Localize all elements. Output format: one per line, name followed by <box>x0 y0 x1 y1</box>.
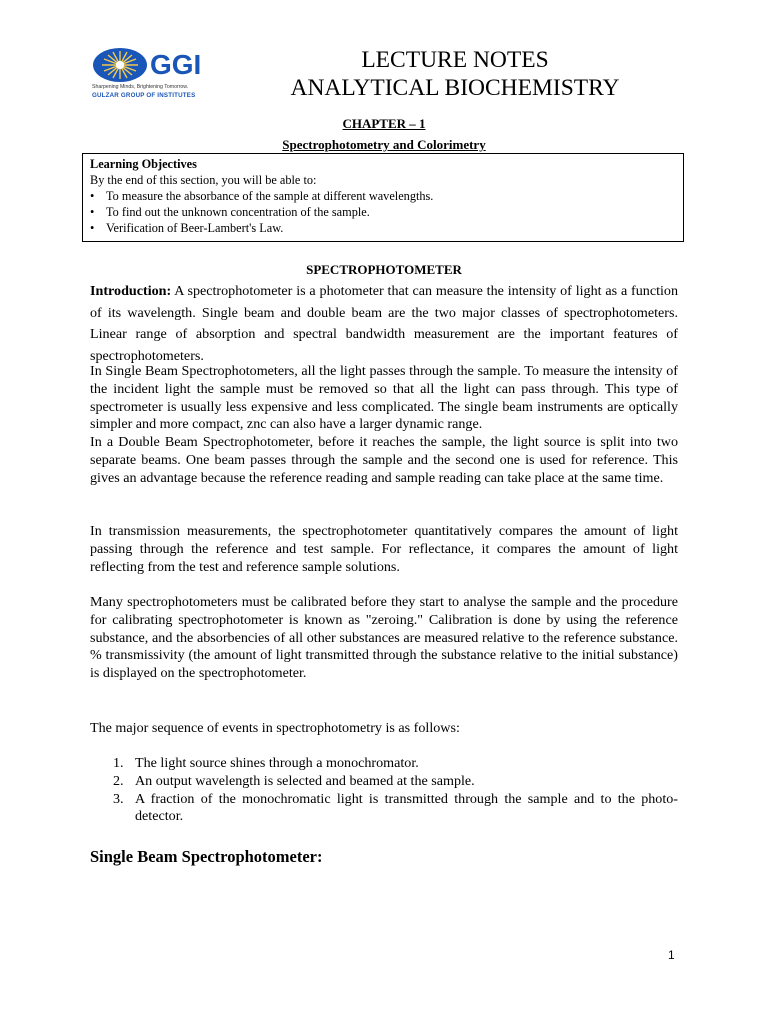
transmission-paragraph: In transmission measurements, the spectrophotometer quantitatively compares the amount of light passing through the reference and test sample. For reflectance, it compares the amount of light reflecting from the test and reference sample solutions. <box>90 523 678 575</box>
sequence-intro-paragraph: The major sequence of events in spectrophotometry is as follows: <box>90 720 460 736</box>
list-number: 2. <box>113 772 124 789</box>
learning-objectives-box <box>82 153 684 242</box>
objective-text: To measure the absorbance of the sample at different wavelengths. <box>106 189 434 203</box>
objectives-heading: Learning Objectives <box>90 157 197 171</box>
objective-item <box>90 188 676 204</box>
bullet-icon: • <box>90 205 95 219</box>
single-beam-paragraph: In Single Beam Spectrophotometers, all the light passes through the sample. To measure the intensity of the incident light the sample must be removed so that all the light can pass through. This type of spectrometer is usually less expensive and less complicated. The single beam instruments are optically simpler and more compact, znc can also have a larger dynamic range. <box>90 363 678 433</box>
institution-logo <box>86 42 224 104</box>
objectives-intro: By the end of this section, you will be able to: <box>90 173 317 187</box>
single-beam-heading: Single Beam Spectrophotometer: <box>90 847 323 866</box>
page-number: 1 <box>668 948 675 962</box>
calibration-paragraph: Many spectrophotometers must be calibrated before they start to analyse the sample and the procedure for calibrating spectrophotometer is known as "zeroing." Calibration is done by using the reference substance, and the absorbencies of all other substances are measured relative to the reference substance. % transmissivity (the amount of light transmitted through the substance relative to the initial substance) is displayed on the spectrophotometer. <box>90 594 678 682</box>
list-number: 3. <box>113 790 124 807</box>
introduction-text: A spectrophotometer is a photometer that can measure the intensity of light as a function of its wavelength. Single beam and double beam are the two major classes of spectrophotometers. Linear range of absorption and spectral bandwidth measurement are the important features of spectrophotometers. <box>90 283 678 364</box>
chapter-subtitle: Spectrophotometry and Colorimetry <box>282 137 486 152</box>
sequence-list <box>113 755 678 826</box>
bullet-icon: • <box>90 189 95 203</box>
list-item <box>113 791 678 827</box>
logo-group-name: GULZAR GROUP OF INSTITUTES <box>92 92 196 99</box>
list-item <box>113 755 678 773</box>
list-text: An output wavelength is selected and beamed at the sample. <box>135 772 475 789</box>
header-subject: ANALYTICAL BIOCHEMISTRY <box>290 75 620 101</box>
chapter-title: CHAPTER – 1 <box>342 116 426 131</box>
sunburst-emblem-icon <box>92 47 148 83</box>
list-item <box>113 773 678 791</box>
header-title: LECTURE NOTES <box>361 47 549 73</box>
list-number: 1. <box>113 755 124 771</box>
list-text: A fraction of the monochromatic light is transmitted through the sample and to the photo-detector. <box>135 790 678 825</box>
objective-item <box>90 220 676 236</box>
introduction-paragraph <box>90 281 678 367</box>
objective-text: To find out the unknown concentration of the sample. <box>106 205 370 219</box>
list-text: The light source shines through a monochromator. <box>135 755 419 771</box>
objective-text: Verification of Beer-Lambert's Law. <box>106 221 284 235</box>
section-heading: SPECTROPHOTOMETER <box>306 262 462 277</box>
objective-item <box>90 204 676 220</box>
logo-wordmark: GGI <box>150 49 202 80</box>
bullet-icon: • <box>90 221 95 235</box>
introduction-label: Introduction: <box>90 283 172 299</box>
logo-tagline: Sharpening Minds, Brightening Tomorrow. <box>92 84 189 90</box>
double-beam-paragraph: In a Double Beam Spectrophotometer, before it reaches the sample, the light source is split into two separate beams. One beam passes through the sample and the second one is used for reference. This gives an advantage because the reference reading and sample reading can take place at the same time. <box>90 434 678 486</box>
